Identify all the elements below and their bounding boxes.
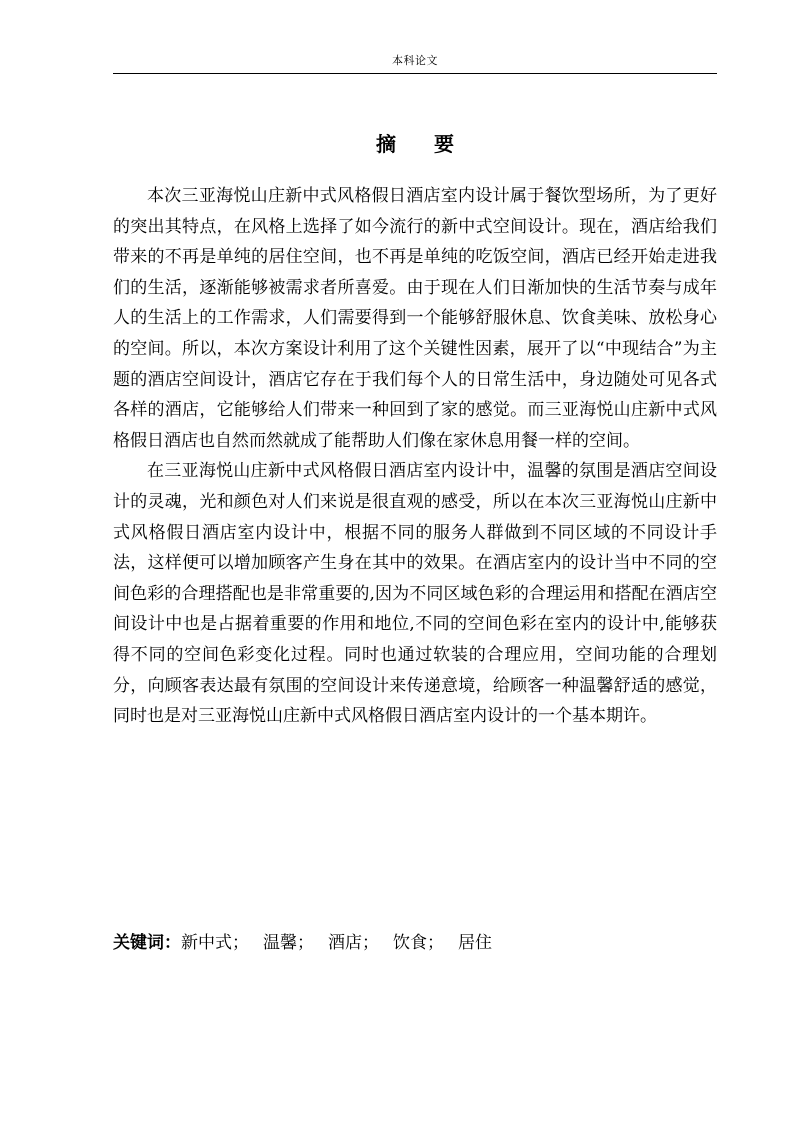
- abstract-title: [113, 131, 717, 157]
- keyword-item: 温馨；: [263, 933, 314, 953]
- keywords-label: 关键词：: [113, 933, 181, 953]
- abstract-paragraph-1: 本次三亚海悦山庄新中式风格假日酒店室内设计属于餐饮型场所，为了更好的突出其特点，在风格上选择了如今流行的新中式空间设计。现在，酒店给我们带来的不再是单纯的居住空间，也不再是单纯的吃饭空间，酒店已经开始走进我们的生活，逐渐能够被需求者所喜爱。由于现在人们日渐加快的生活节奏与成年人的生活上的工作需求，人们需要得到一个能够舒服休息、饮食美味、放松身心的空间。所以，本次方案设计利用了这个关键性因素，展开了以“中现结合”为主题的酒店空间设计，酒店它存在于我们每个人的日常生活中，身边随处可见各式各样的酒店，它能够给人们带来一种回到了家的感觉。而三亚海悦山庄新中式风格假日酒店也自然而然就成了能帮助人们像在家休息用餐一样的空间。: [113, 186, 717, 451]
- running-header: 本科论文: [392, 54, 438, 67]
- keyword-item: 酒店；: [328, 933, 379, 953]
- keyword-item: 新中式；: [181, 933, 249, 953]
- keyword-item: 居住: [458, 933, 492, 953]
- title-char-1: 摘: [376, 132, 396, 156]
- title-char-2: 要: [434, 132, 454, 156]
- keywords-line: [113, 930, 717, 956]
- header-rule: [113, 73, 717, 74]
- keyword-item: 饮食；: [393, 933, 444, 953]
- abstract-paragraph-2: 在三亚海悦山庄新中式风格假日酒店室内设计中，温馨的氛围是酒店空间设计的灵魂，光和颜色对人们来说是很直观的感受，所以在本次三亚海悦山庄新中式风格假日酒店室内设计中，根据不同的服务人群做到不同区域的不同设计手法，这样便可以增加顾客产生身在其中的效果。在酒店室内的设计当中不同的空间色彩的合理搭配也是非常重要的,因为不同区域色彩的合理运用和搭配在酒店空间设计中也是占据着重要的作用和地位,不同的空间色彩在室内的设计中,能够获得不同的空间色彩变化过程。同时也通过软装的合理应用，空间功能的合理划分，向顾客表达最有氛围的空间设计来传递意境，给顾客一种温馨舒适的感觉，同时也是对三亚海悦山庄新中式风格假日酒店室内设计的一个基本期许。: [113, 461, 717, 727]
- abstract-body: [113, 181, 717, 732]
